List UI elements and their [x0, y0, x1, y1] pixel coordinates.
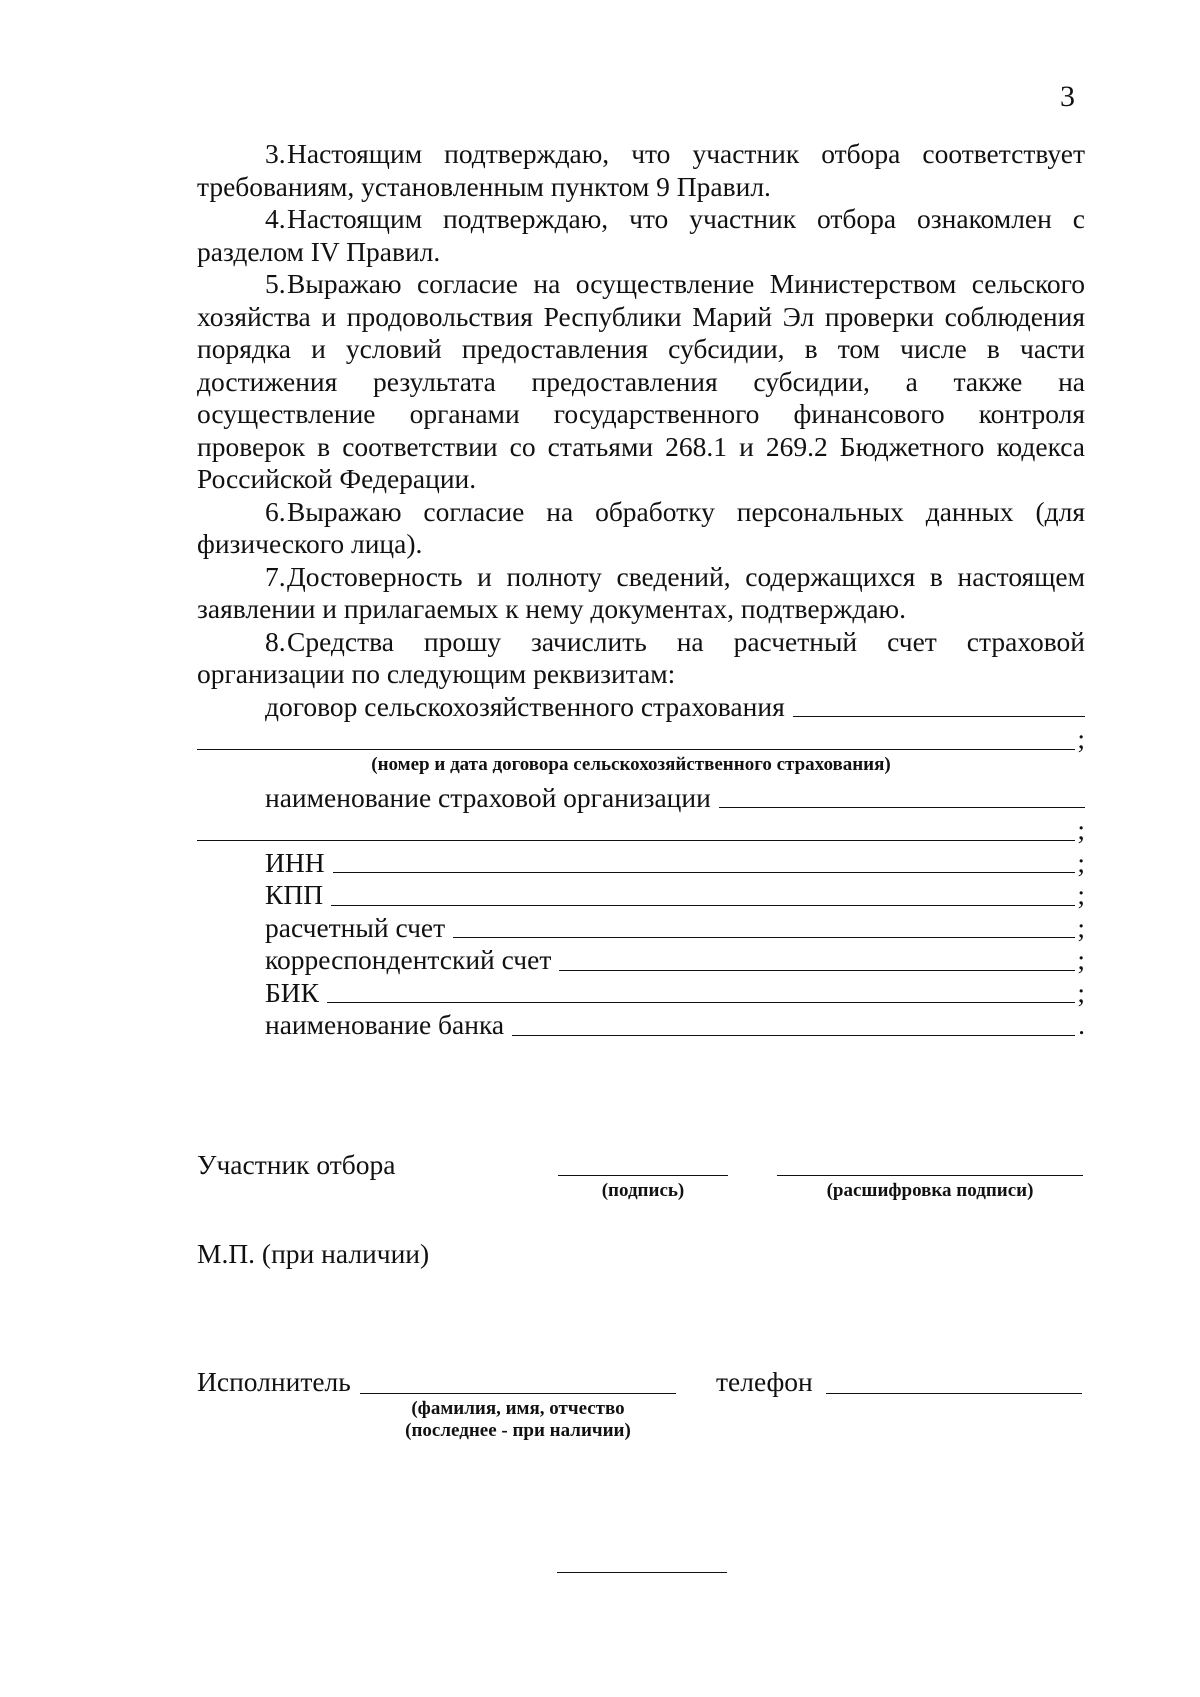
corr-account-label: корреспондентский счет	[265, 944, 552, 975]
paragraph-text: Средства прошу зачислить на расчетный счет страховой организации по следующим реквизитам:	[197, 625, 1085, 689]
account-field-row	[197, 912, 1085, 945]
semicolon: ;	[1077, 976, 1085, 1008]
signature-caption: (подпись)	[601, 1180, 685, 1201]
paragraph-3	[197, 138, 1085, 203]
paragraph-text: Настоящим подтверждаю, что участник отбора ознакомлен с разделом IV Правил.	[197, 203, 1085, 267]
account-field[interactable]	[453, 913, 1075, 938]
contract-continuation-field[interactable]	[197, 725, 1075, 750]
phone-field[interactable]	[826, 1393, 1082, 1394]
kpp-field-row	[197, 879, 1085, 912]
semicolon: ;	[1077, 911, 1085, 943]
kpp-field[interactable]	[331, 881, 1075, 906]
paragraph-text: Выражаю согласие на осуществление Министерством сельского хозяйства и продовольствия Республики Марий Эл проверки соблюдения порядка и условий предоставления субсидии, в том числе в части достижения результата предоставления субсидии, а также на осуществление органами государственного финансового контроля проверок в соответствии со статьями 268.1 и 269.2 Бюджетного кодекса Российской Федерации.	[197, 268, 1085, 494]
period: .	[1078, 1009, 1085, 1040]
signature-field[interactable]	[558, 1175, 728, 1176]
contract-continuation-row	[197, 723, 1085, 756]
paragraph-number: 6.	[265, 495, 286, 527]
kpp-label: КПП	[265, 879, 324, 910]
inn-field-row	[197, 847, 1085, 880]
account-label: расчетный счет	[265, 911, 446, 943]
insurer-continuation-row	[197, 814, 1085, 847]
paragraph-number: 4.	[265, 203, 286, 234]
corr-account-field-row	[197, 944, 1085, 977]
end-divider	[557, 1572, 727, 1573]
contract-label: договор сельскохозяйственного страхования	[265, 690, 785, 722]
executor-caption-1: (фамилия, имя, отчество	[411, 1398, 625, 1419]
paragraph-number: 3.	[265, 138, 286, 169]
paragraph-text: Настоящим подтверждаю, что участник отбора соответствует требованиям, установленным пунктом 9 Правил.	[197, 138, 1085, 202]
inn-field[interactable]	[333, 848, 1075, 873]
contract-field-row	[197, 691, 1085, 724]
paragraph-4	[197, 203, 1085, 268]
participant-label: Участник отбора	[197, 1149, 396, 1180]
signature-decoding-field[interactable]	[777, 1175, 1083, 1176]
document-body	[197, 138, 1085, 1042]
paragraph-5	[197, 268, 1085, 496]
corr-account-field[interactable]	[559, 946, 1075, 971]
bank-name-field[interactable]	[512, 1011, 1075, 1036]
bank-field-row	[197, 1009, 1085, 1042]
insurer-label: наименование страховой организации	[265, 781, 711, 813]
semicolon: ;	[1077, 944, 1085, 975]
paragraph-number: 8.	[265, 625, 286, 657]
bik-label: БИК	[265, 976, 319, 1008]
bik-field-row	[197, 977, 1085, 1010]
paragraph-text: Достоверность и полноту сведений, содержащихся в настоящем заявлении и прилагаемых к нему документах, подтверждаю.	[197, 560, 1085, 624]
executor-caption-2: (последнее - при наличии)	[405, 1420, 631, 1441]
semicolon: ;	[1077, 879, 1085, 910]
semicolon: ;	[1077, 846, 1085, 878]
insurer-name-field[interactable]	[719, 783, 1085, 808]
inn-label: ИНН	[265, 846, 325, 878]
decoding-caption: (расшифровка подписи)	[826, 1180, 1034, 1201]
paragraph-6	[197, 496, 1085, 561]
phone-label: телефон	[716, 1366, 813, 1397]
bank-label: наименование банка	[265, 1009, 505, 1040]
contract-number-field[interactable]	[793, 692, 1085, 717]
contract-caption: (номер и дата договора сельскохозяйственного страхования)	[371, 753, 891, 775]
semicolon: ;	[1077, 723, 1085, 754]
stamp-label: М.П. (при наличии)	[197, 1238, 430, 1269]
bik-field[interactable]	[327, 978, 1075, 1003]
insurer-continuation-field[interactable]	[197, 816, 1075, 841]
paragraph-number: 7.	[265, 560, 286, 592]
executor-name-field[interactable]	[360, 1393, 676, 1394]
paragraph-7	[197, 561, 1085, 626]
semicolon: ;	[1077, 814, 1085, 845]
paragraph-text: Выражаю согласие на обработку персональных данных (для физического лица).	[197, 495, 1085, 559]
paragraph-number: 5.	[265, 268, 286, 299]
page-number: 3	[1060, 80, 1075, 113]
executor-label: Исполнитель	[197, 1366, 351, 1397]
insurer-field-row	[197, 782, 1085, 815]
paragraph-8	[197, 626, 1085, 691]
